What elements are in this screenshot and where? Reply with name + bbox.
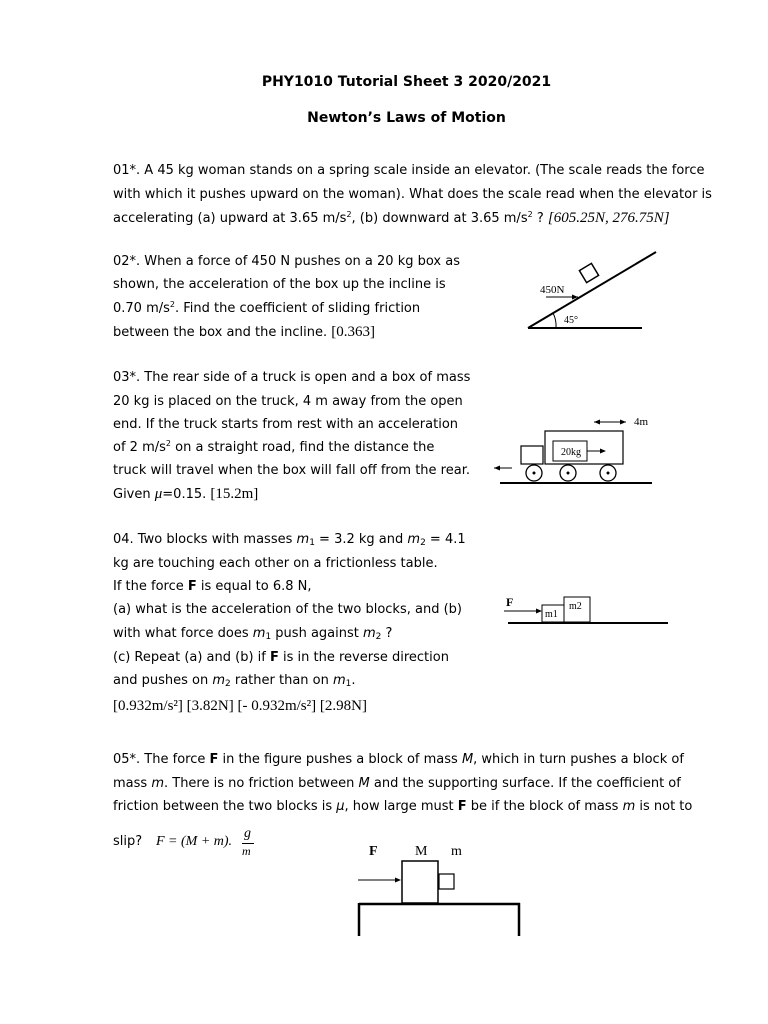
angle-label: 45° — [564, 315, 578, 326]
force-label: F — [506, 595, 514, 609]
q4-line4: (a) what is the acceleration of the two blocks, and (b) — [113, 602, 462, 617]
incline-box — [579, 263, 598, 282]
q5-line3: friction between the two blocks is μ, how large must F be if the block of mass m is not to — [113, 799, 693, 814]
q4-answer: [0.932m/s²] [3.82N] [- 0.932m/s²] [2.98N] — [113, 698, 367, 714]
cargo-label: 20kg — [561, 447, 581, 458]
page-subtitle: Newton’s Laws of Motion — [307, 110, 506, 126]
push-blocks-diagram — [350, 838, 530, 938]
q5-line1: 05*. The force F in the figure pushes a block of mass M, which in turn pushes a block of — [113, 752, 684, 767]
block1-label: m1 — [545, 609, 558, 620]
q2-line1: 02*. When a force of 450 N pushes on a 20 kg box as — [113, 254, 460, 269]
block-M — [402, 861, 438, 903]
q3-line6: Given μ=0.15. [15.2m] — [113, 486, 259, 502]
distance-label: 4m — [634, 416, 649, 428]
incline-diagram — [520, 246, 670, 336]
q3-line2: 20 kg is placed on the truck, 4 m away from the open — [113, 394, 463, 409]
q2-line2: shown, the acceleration of the box up the incline is — [113, 277, 446, 292]
q3-line1: 03*. The rear side of a truck is open and a box of mass — [113, 370, 471, 385]
q4-line5: with what force does $m_1$ push against $m_2$ ? — [113, 626, 393, 642]
q2-line4: between the box and the incline. [0.363] — [113, 324, 375, 340]
q1-line3: accelerating (a) upward at 3.65 $m/s^2$, (b) downward at 3.65 $m/s^2$ ? [605.25N, 276.75N] — [113, 210, 670, 226]
q3-line4: of 2 $m/s^2$ on a straight road, find the distance the — [113, 439, 435, 455]
q1-line1: 01*. A 45 kg woman stands on a spring scale inside an elevator. (The scale reads the force — [113, 163, 705, 178]
truck-bed — [545, 431, 623, 464]
q4-line2: kg are touching each other on a frictionless table. — [113, 556, 438, 571]
truck-diagram — [490, 410, 660, 490]
big-block-label: M — [415, 844, 428, 859]
q1-line2: with which it pushes upward on the woman). What does the scale read when the elevator is — [113, 187, 712, 202]
force-label: F — [369, 844, 378, 859]
page-title: PHY1010 Tutorial Sheet 3 2020/2021 — [261, 74, 552, 90]
q5-line4: slip? — [113, 834, 143, 849]
q2-line3: 0.70 $m/s^2$. Find the coefficient of sliding friction — [113, 300, 421, 316]
truck-cab — [521, 446, 543, 464]
q3-answer: [15.2m] — [210, 486, 259, 502]
block-m — [439, 874, 454, 889]
two-blocks-diagram — [500, 592, 675, 632]
q1-answer: [605.25N, 276.75N] — [547, 210, 670, 226]
q4-line6: (c) Repeat (a) and (b) if F is in the reverse direction — [113, 650, 449, 665]
q2-answer: [0.363] — [331, 324, 375, 340]
q4-line1: 04. Two blocks with masses $m_1 = 3.2$ kg and $m_2 = 4.1$ — [113, 532, 466, 548]
q3-line5: truck will travel when the box will fall off from the rear. — [113, 463, 470, 478]
q4-line7: and pushes on $m_2$ rather than on $m_1$. — [113, 673, 356, 689]
q4-line3: If the force F is equal to 6.8 N, — [113, 579, 312, 594]
q5-line2: mass m. There is no friction between M and the supporting surface. If the coefficient of — [113, 776, 681, 791]
block2-label: m2 — [569, 601, 582, 612]
q3-line3: end. If the truck starts from rest with an acceleration — [113, 417, 459, 432]
force-label-450n: 450N — [540, 284, 565, 296]
small-block-label: m — [451, 844, 462, 859]
